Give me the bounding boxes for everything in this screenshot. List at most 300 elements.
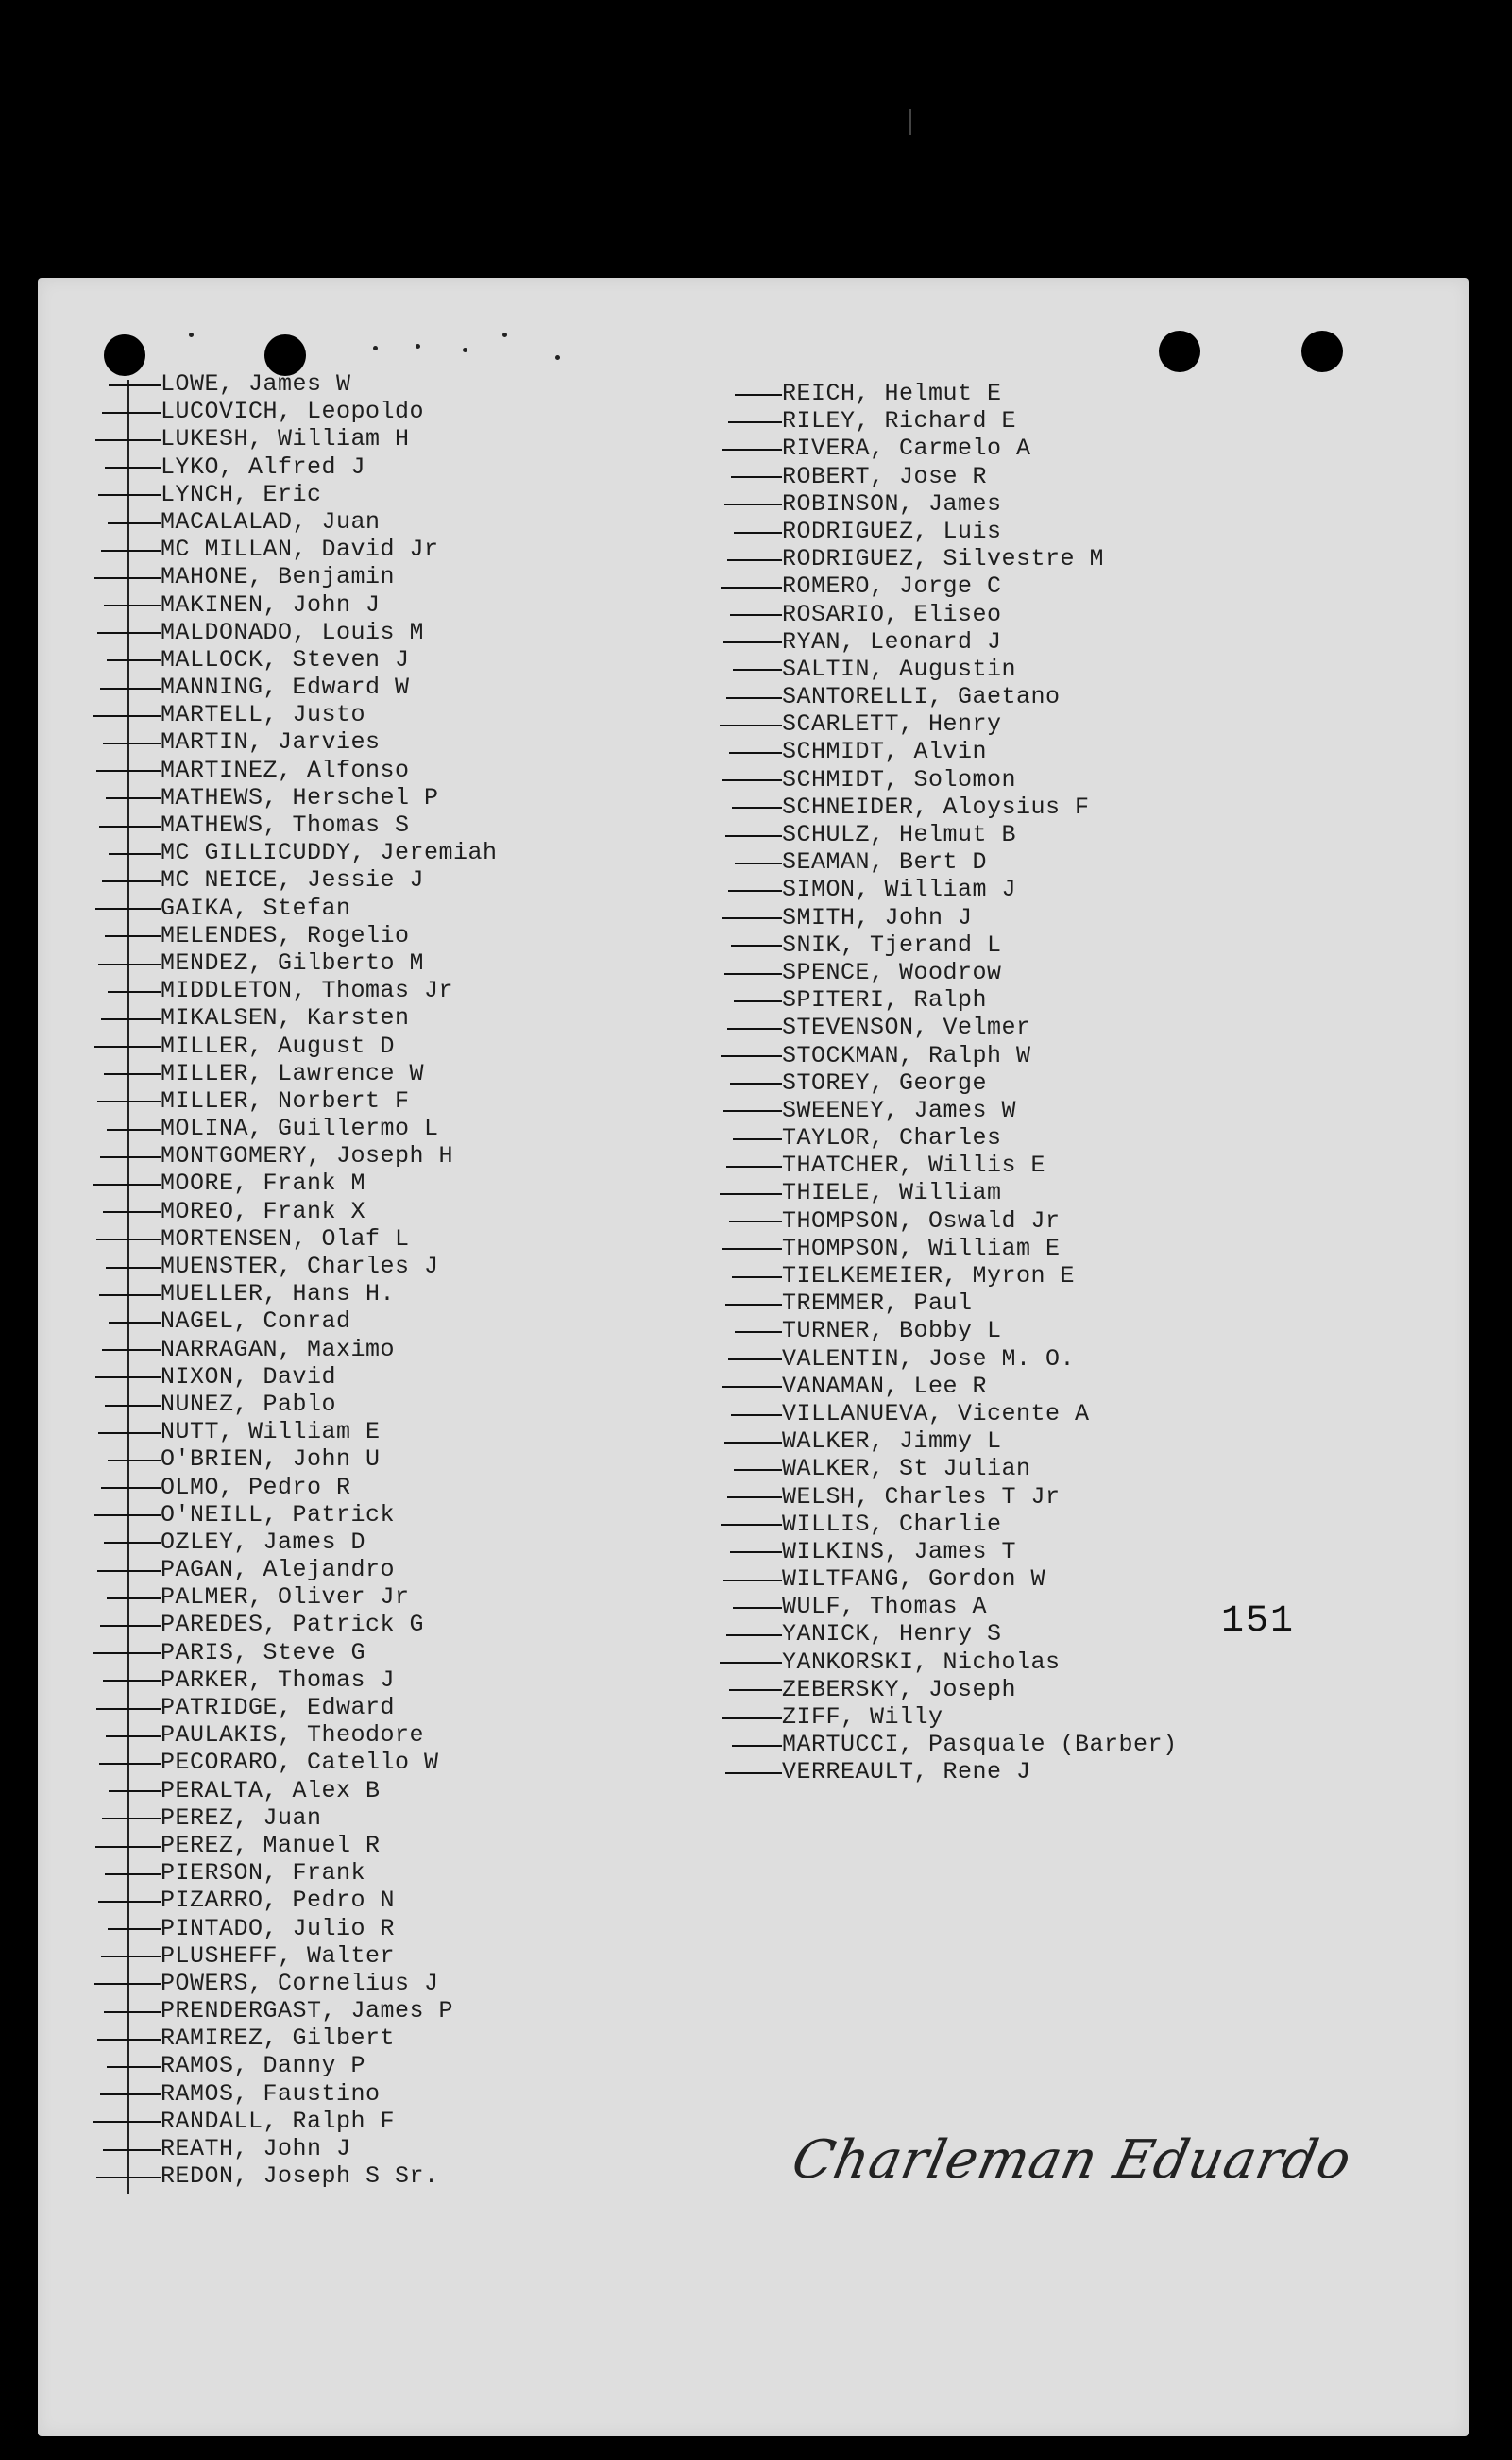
tally-mark — [724, 1442, 782, 1444]
name-text: O'BRIEN, John U — [161, 1445, 381, 1474]
tally-mark — [107, 659, 161, 661]
name-entry — [782, 1676, 1178, 1703]
tally-mark — [722, 917, 782, 919]
tally-mark — [730, 614, 782, 616]
name-text: STOCKMAN, Ralph W — [782, 1041, 1031, 1069]
name-text: REATH, John J — [161, 2135, 351, 2162]
tally-mark — [104, 2011, 161, 2013]
tally-mark — [728, 890, 782, 892]
name-entry — [161, 1418, 498, 1445]
tally-mark — [95, 908, 161, 910]
name-entry — [782, 628, 1178, 656]
name-entry — [161, 563, 498, 590]
tally-mark — [722, 1248, 782, 1250]
tally-mark — [106, 1267, 161, 1269]
name-text: SNIK, Tjerand L — [782, 931, 1002, 959]
name-text: STEVENSON, Velmer — [782, 1014, 1031, 1042]
tally-mark — [100, 2093, 161, 2095]
name-entry — [782, 1538, 1178, 1565]
name-text: MC NEICE, Jessie J — [161, 866, 425, 895]
name-text: PARIS, Steve G — [161, 1638, 366, 1666]
name-entry — [782, 766, 1178, 794]
name-entry — [161, 1749, 498, 1776]
name-text: MARTELL, Justo — [161, 701, 366, 729]
name-entry — [161, 398, 498, 425]
name-text: TREMMER, Paul — [782, 1290, 973, 1318]
name-entry — [161, 839, 498, 866]
tally-mark — [98, 964, 161, 965]
name-entry — [161, 425, 498, 453]
name-text: LYKO, Alfred J — [161, 453, 366, 481]
name-text: WILLIS, Charlie — [782, 1510, 1002, 1538]
speck — [189, 333, 194, 337]
name-text: YANICK, Henry S — [782, 1620, 1002, 1649]
tally-mark — [103, 743, 161, 744]
name-text: MONTGOMERY, Joseph H — [161, 1142, 454, 1170]
name-entry — [782, 601, 1178, 628]
name-entry — [161, 895, 498, 922]
tally-mark — [99, 1294, 161, 1296]
name-text: ROMERO, Jorge C — [782, 572, 1002, 601]
tally-mark — [729, 752, 782, 754]
tally-mark — [96, 2177, 161, 2178]
name-entry — [161, 949, 498, 977]
name-text: MENDEZ, Gilberto M — [161, 948, 425, 977]
name-entry — [161, 1639, 498, 1666]
tally-mark — [108, 1460, 161, 1461]
name-entry — [782, 572, 1178, 600]
name-text: NUNEZ, Pablo — [161, 1390, 337, 1418]
name-text: PAGAN, Alejandro — [161, 1556, 396, 1584]
name-entry — [161, 1474, 498, 1501]
name-entry — [161, 1529, 498, 1556]
tally-mark — [101, 1018, 161, 1020]
tally-mark — [94, 1046, 161, 1048]
name-entry — [782, 545, 1178, 572]
tally-mark — [103, 1211, 161, 1213]
tally-mark — [93, 715, 161, 717]
name-entry — [782, 683, 1178, 710]
name-entry — [161, 1363, 498, 1391]
name-entry — [161, 1721, 498, 1749]
punch-hole — [1301, 331, 1343, 372]
name-text: NIXON, David — [161, 1362, 337, 1391]
name-entry — [782, 1345, 1178, 1373]
tally-mark — [735, 1331, 782, 1333]
tally-mark — [731, 945, 782, 947]
tally-mark — [97, 2039, 161, 2041]
name-entry — [161, 1391, 498, 1418]
name-entry — [782, 463, 1178, 490]
tally-mark — [98, 494, 161, 496]
tally-mark — [109, 384, 161, 386]
name-text: RANDALL, Ralph F — [161, 2107, 396, 2135]
speck — [502, 333, 507, 337]
name-text: MOREO, Frank X — [161, 1197, 366, 1225]
name-text: SCHNEIDER, Aloysius F — [782, 793, 1090, 821]
name-text: SEAMAN, Bert D — [782, 848, 988, 877]
name-text: SIMON, William J — [782, 876, 1017, 904]
name-text: TIELKEMEIER, Myron E — [782, 1262, 1076, 1290]
tally-mark — [106, 797, 161, 799]
name-text: PAULAKIS, Theodore — [161, 1721, 425, 1750]
tally-mark — [95, 1846, 161, 1848]
tally-mark — [108, 991, 161, 993]
name-text: TAYLOR, Charles — [782, 1124, 1002, 1153]
name-entry — [782, 1235, 1178, 1262]
name-entry — [782, 1565, 1178, 1593]
name-text: MILLER, August D — [161, 1032, 396, 1060]
name-text: THIELE, William — [782, 1179, 1002, 1207]
tally-mark — [93, 2121, 161, 2123]
tally-mark — [733, 669, 782, 671]
name-entry — [161, 481, 498, 508]
tally-mark — [727, 1028, 782, 1030]
name-entry — [161, 1087, 498, 1115]
name-entry — [161, 1004, 498, 1032]
tally-mark — [96, 1239, 161, 1240]
name-text: YANKORSKI, Nicholas — [782, 1648, 1061, 1676]
name-entry — [161, 1804, 498, 1832]
name-entry — [161, 591, 498, 619]
tally-mark — [720, 725, 782, 726]
name-text: SMITH, John J — [782, 903, 973, 931]
name-entry — [782, 1317, 1178, 1344]
name-text: RYAN, Leonard J — [782, 627, 1002, 656]
name-text: PEREZ, Juan — [161, 1803, 322, 1832]
name-text: ROSARIO, Eliseo — [782, 600, 1002, 628]
name-entry — [782, 1483, 1178, 1511]
name-entry — [782, 1097, 1178, 1124]
punch-hole — [1159, 331, 1200, 372]
tally-mark — [95, 1376, 161, 1378]
name-text: MC MILLAN, David Jr — [161, 536, 439, 564]
name-text: RAMOS, Faustino — [161, 2079, 381, 2108]
name-text: MILLER, Norbert F — [161, 1086, 410, 1115]
name-entry — [161, 1307, 498, 1335]
name-text: MALDONADO, Louis M — [161, 618, 425, 646]
name-entry — [782, 1455, 1178, 1482]
name-text: MELENDES, Rogelio — [161, 921, 410, 949]
name-entry — [782, 1124, 1178, 1152]
name-entry — [161, 784, 498, 811]
name-entry — [161, 674, 498, 701]
tally-mark — [729, 1689, 782, 1691]
tally-mark — [94, 1514, 161, 1516]
name-text: MATHEWS, Herschel P — [161, 783, 439, 811]
tally-mark — [721, 1055, 782, 1057]
name-text: THATCHER, Willis E — [782, 1152, 1046, 1180]
name-text: POWERS, Cornelius J — [161, 1969, 439, 1997]
name-entry — [161, 1198, 498, 1225]
name-text: PATRIDGE, Edward — [161, 1694, 396, 1721]
tally-mark — [720, 1193, 782, 1195]
name-text: VANAMAN, Lee R — [782, 1372, 988, 1400]
name-entry — [161, 646, 498, 674]
name-text: LYNCH, Eric — [161, 480, 322, 508]
name-entry — [161, 1611, 498, 1638]
tally-mark — [104, 605, 161, 606]
page-number: 151 — [1221, 1600, 1296, 1643]
tally-mark — [96, 770, 161, 772]
tally-mark — [735, 394, 782, 396]
name-entry — [161, 1832, 498, 1859]
name-entry — [782, 931, 1178, 959]
name-entry — [782, 904, 1178, 931]
speck — [416, 344, 420, 349]
name-text: SCARLETT, Henry — [782, 710, 1002, 739]
tally-mark — [100, 1625, 161, 1627]
tally-mark — [102, 412, 161, 414]
name-entry — [782, 1400, 1178, 1427]
name-entry — [782, 490, 1178, 518]
tally-mark — [107, 1597, 161, 1599]
name-entry — [782, 1620, 1178, 1648]
tally-mark — [97, 1570, 161, 1572]
right-name-column — [782, 380, 1178, 1786]
tally-mark — [725, 1772, 782, 1774]
name-entry — [782, 1427, 1178, 1455]
tally-mark — [724, 504, 782, 505]
name-text: MALLOCK, Steven J — [161, 645, 410, 674]
name-text: RODRIGUEZ, Silvestre M — [782, 545, 1105, 573]
name-text: MARTIN, Jarvies — [161, 728, 381, 757]
name-text: SPENCE, Woodrow — [782, 958, 1002, 986]
name-text: PIZARRO, Pedro N — [161, 1887, 396, 1915]
tally-mark — [732, 1745, 782, 1747]
name-text: SANTORELLI, Gaetano — [782, 683, 1061, 711]
tally-mark — [730, 1083, 782, 1085]
name-entry — [782, 518, 1178, 545]
name-text: WILKINS, James T — [782, 1537, 1017, 1565]
tally-mark — [94, 1983, 161, 1985]
name-entry — [161, 619, 498, 646]
ledger-page — [38, 278, 1469, 2436]
name-entry — [161, 1887, 498, 1914]
name-text: PIERSON, Frank — [161, 1859, 366, 1888]
tally-mark — [98, 1432, 161, 1434]
tally-mark — [722, 779, 782, 781]
name-entry — [161, 1445, 498, 1473]
tally-mark — [723, 641, 782, 643]
name-text: OZLEY, James D — [161, 1528, 366, 1556]
name-entry — [161, 728, 498, 756]
name-entry — [782, 1014, 1178, 1041]
name-text: SCHMIDT, Alvin — [782, 738, 988, 766]
name-text: GAIKA, Stefan — [161, 894, 351, 922]
tally-mark — [733, 1607, 782, 1609]
name-text: MANNING, Edward W — [161, 674, 410, 702]
tally-mark — [109, 1790, 161, 1792]
name-entry — [161, 2162, 498, 2190]
name-entry — [782, 380, 1178, 407]
name-entry — [782, 1758, 1178, 1785]
name-text: MUELLER, Hans H. — [161, 1280, 396, 1308]
tally-mark — [721, 587, 782, 589]
tally-mark — [105, 1873, 161, 1875]
tally-mark — [733, 1138, 782, 1140]
tally-mark — [726, 1166, 782, 1168]
punch-hole — [104, 334, 145, 376]
tally-mark — [103, 1680, 161, 1682]
name-text: RIVERA, Carmelo A — [782, 435, 1031, 463]
name-text: REDON, Joseph S Sr. — [161, 2162, 439, 2191]
tally-mark — [735, 863, 782, 864]
tally-mark — [722, 1386, 782, 1388]
tally-mark — [106, 1735, 161, 1737]
name-text: ZEBERSKY, Joseph — [782, 1675, 1017, 1703]
tally-mark — [728, 1358, 782, 1360]
name-entry — [161, 757, 498, 784]
tally-mark — [96, 1708, 161, 1710]
name-text: NARRAGAN, Maximo — [161, 1335, 396, 1363]
tally-mark — [105, 467, 161, 469]
tally-mark — [721, 1524, 782, 1526]
name-entry — [782, 407, 1178, 435]
speck — [373, 346, 378, 350]
name-text: MUENSTER, Charles J — [161, 1253, 439, 1280]
name-entry — [782, 1179, 1178, 1206]
name-entry — [161, 1142, 498, 1170]
name-entry — [161, 1997, 498, 2024]
name-text: MAKINEN, John J — [161, 590, 381, 619]
tally-mark — [101, 1487, 161, 1489]
name-text: ROBINSON, James — [782, 489, 1002, 518]
tally-mark — [107, 2066, 161, 2068]
name-entry — [161, 2135, 498, 2162]
name-entry — [161, 1225, 498, 1253]
name-text: SALTIN, Augustin — [782, 655, 1017, 683]
name-text: PECORARO, Catello W — [161, 1749, 439, 1777]
tally-mark — [100, 1156, 161, 1158]
name-text: WULF, Thomas A — [782, 1593, 988, 1621]
name-entry — [782, 1069, 1178, 1097]
tally-mark — [723, 1580, 782, 1581]
handwritten-signature: Charleman Eduardo — [787, 2129, 1357, 2191]
tally-mark — [105, 1405, 161, 1407]
name-text: MORTENSEN, Olaf L — [161, 1224, 410, 1253]
name-entry — [782, 1703, 1178, 1731]
name-entry — [782, 876, 1178, 903]
tally-mark — [98, 1901, 161, 1903]
name-entry — [161, 1170, 498, 1197]
name-entry — [782, 1290, 1178, 1317]
name-entry — [161, 1033, 498, 1060]
name-text: MILLER, Lawrence W — [161, 1059, 425, 1087]
tally-mark — [108, 1928, 161, 1930]
tally-mark — [734, 532, 782, 534]
name-entry — [782, 1373, 1178, 1400]
name-text: MATHEWS, Thomas S — [161, 811, 410, 839]
name-text: MAHONE, Benjamin — [161, 563, 396, 591]
name-text: RAMIREZ, Gilbert — [161, 2024, 396, 2053]
name-text: PAREDES, Patrick G — [161, 1611, 425, 1639]
tally-mark — [105, 935, 161, 937]
name-text: PINTADO, Julio R — [161, 1914, 396, 1942]
name-entry — [161, 701, 498, 728]
left-name-column — [161, 370, 498, 2190]
name-text: SWEENEY, James W — [782, 1096, 1017, 1124]
name-entry — [161, 2080, 498, 2108]
tally-mark — [108, 522, 161, 524]
name-text: OLMO, Pedro R — [161, 1473, 351, 1501]
tally-mark — [103, 2149, 161, 2151]
name-text: ROBERT, Jose R — [782, 462, 988, 490]
name-entry — [161, 1583, 498, 1611]
name-text: VERREAULT, Rene J — [782, 1758, 1031, 1786]
name-text: WELSH, Charles T Jr — [782, 1482, 1061, 1511]
name-text: LUCOVICH, Leopoldo — [161, 398, 425, 426]
tally-mark — [722, 1717, 782, 1719]
name-entry — [782, 1207, 1178, 1235]
tally-mark — [100, 688, 161, 690]
speck — [463, 348, 467, 352]
name-entry — [782, 794, 1178, 821]
tally-mark — [723, 1110, 782, 1112]
name-text: SCHULZ, Helmut B — [782, 821, 1017, 848]
tally-mark — [730, 1551, 782, 1553]
tally-mark — [102, 880, 161, 882]
tally-mark — [722, 449, 782, 451]
tally-mark — [104, 1073, 161, 1075]
name-text: O'NEILL, Patrick — [161, 1500, 396, 1529]
tally-mark — [97, 632, 161, 634]
name-entry — [782, 656, 1178, 683]
name-text: MACALALAD, Juan — [161, 507, 381, 536]
name-text: VALENTIN, Jose M. O. — [782, 1344, 1076, 1373]
name-entry — [161, 811, 498, 839]
name-entry — [782, 435, 1178, 462]
name-text: MARTINEZ, Alfonso — [161, 756, 410, 784]
tally-mark — [101, 550, 161, 552]
name-text: PALMER, Oliver Jr — [161, 1583, 410, 1612]
name-text: ZIFF, Willy — [782, 1703, 943, 1731]
name-entry — [161, 508, 498, 536]
name-entry — [161, 1777, 498, 1804]
speck — [555, 355, 560, 360]
tally-mark — [728, 421, 782, 423]
name-entry — [161, 1666, 498, 1694]
tally-mark — [720, 1662, 782, 1664]
name-text: MIDDLETON, Thomas Jr — [161, 977, 454, 1005]
tally-mark — [109, 1322, 161, 1324]
name-entry — [161, 1859, 498, 1887]
name-text: RAMOS, Danny P — [161, 2052, 366, 2080]
tally-mark — [732, 807, 782, 809]
name-entry — [161, 1253, 498, 1280]
name-entry — [782, 1042, 1178, 1069]
name-entry — [161, 922, 498, 949]
name-text: PARKER, Thomas J — [161, 1666, 396, 1694]
name-entry — [782, 1152, 1178, 1179]
name-entry — [161, 1915, 498, 1942]
name-entry — [161, 1280, 498, 1307]
name-text: MOORE, Frank M — [161, 1170, 366, 1198]
name-text: MARTUCCI, Pasquale (Barber) — [782, 1731, 1178, 1759]
tally-mark — [731, 476, 782, 478]
name-text: VILLANUEVA, Vicente A — [782, 1399, 1090, 1427]
name-text: WALKER, St Julian — [782, 1455, 1031, 1483]
name-entry — [161, 1115, 498, 1142]
name-text: NUTT, William E — [161, 1418, 381, 1446]
name-text: WILTFANG, Gordon W — [782, 1565, 1046, 1594]
name-text: LUKESH, William H — [161, 425, 410, 453]
name-text: REICH, Helmut E — [782, 380, 1002, 407]
name-entry — [161, 2108, 498, 2135]
name-text: STOREY, George — [782, 1068, 988, 1097]
tally-mark — [724, 973, 782, 975]
name-entry — [161, 1501, 498, 1529]
